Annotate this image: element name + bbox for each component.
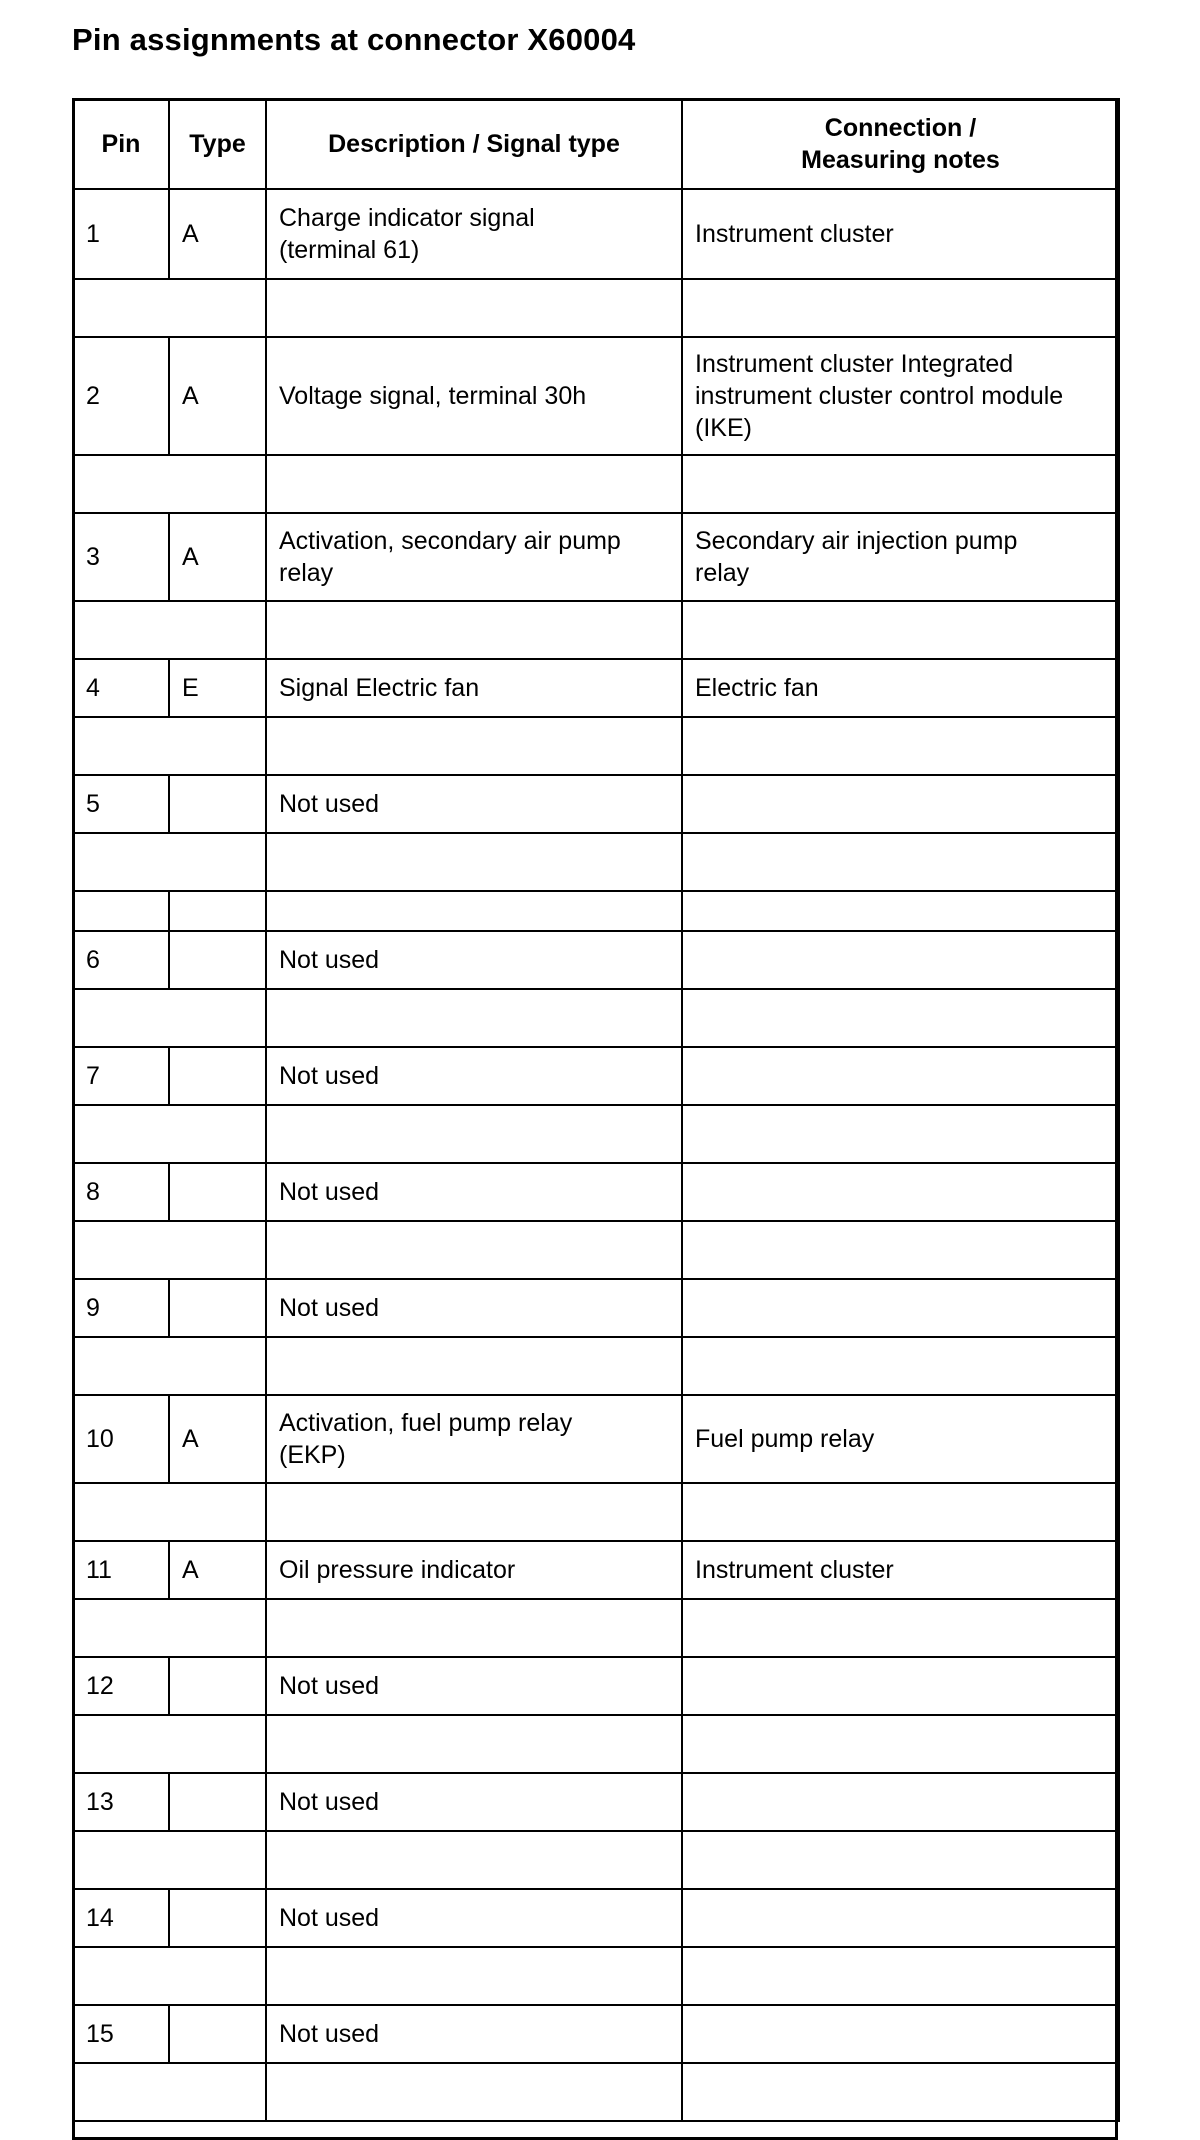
table-cell-type <box>168 1772 267 1832</box>
table-spacer-cell <box>72 1104 267 1164</box>
table-spacer-cell <box>265 454 683 514</box>
table-cell-connection <box>681 1772 1120 1832</box>
table-cell-connection: Instrument cluster <box>681 1540 1120 1600</box>
table-spacer-cell <box>265 832 683 892</box>
table-spacer-cell <box>681 716 1120 776</box>
table-spacer-cell <box>265 1482 683 1542</box>
table-cell-split <box>681 890 1120 932</box>
table-spacer-cell <box>72 2062 267 2122</box>
table-cell-connection <box>681 1046 1120 1106</box>
header-description: Description / Signal type <box>265 98 683 190</box>
table-spacer-cell <box>265 988 683 1048</box>
table-cell-pin: 2 <box>72 336 170 456</box>
table-cell-pin: 8 <box>72 1162 170 1222</box>
table-cell-pin: 14 <box>72 1888 170 1948</box>
table-cell-pin: 5 <box>72 774 170 834</box>
pin-assignment-table <box>72 98 1118 2050</box>
table-cell-description: Not used <box>265 930 683 990</box>
table-cell-pin: 11 <box>72 1540 170 1600</box>
table-spacer-cell <box>265 716 683 776</box>
table-cell-pin: 13 <box>72 1772 170 1832</box>
header-type: Type <box>168 98 267 190</box>
table-cell-connection: Fuel pump relay <box>681 1394 1120 1484</box>
table-cell-type <box>168 1888 267 1948</box>
table-cell-pin: 9 <box>72 1278 170 1338</box>
table-cell-connection <box>681 1656 1120 1716</box>
table-cell-connection <box>681 2004 1120 2064</box>
table-spacer-cell <box>72 716 267 776</box>
table-cell-connection <box>681 1278 1120 1338</box>
table-spacer-cell <box>681 1104 1120 1164</box>
table-cell-description: Not used <box>265 2004 683 2064</box>
table-cell-description: Not used <box>265 774 683 834</box>
table-cell-description: Charge indicator signal (terminal 61) <box>265 188 683 280</box>
table-cell-description: Signal Electric fan <box>265 658 683 718</box>
table-cell-pin: 4 <box>72 658 170 718</box>
table-cell-connection <box>681 1162 1120 1222</box>
table-cell-pin: 3 <box>72 512 170 602</box>
table-spacer-cell <box>681 454 1120 514</box>
table-spacer-cell <box>265 1336 683 1396</box>
table-spacer-cell <box>72 1598 267 1658</box>
table-cell-connection: Instrument cluster Integrated instrument cluster control module (IKE) <box>681 336 1120 456</box>
table-cell-type: A <box>168 512 267 602</box>
table-spacer-cell <box>72 454 267 514</box>
table-cell-description: Voltage signal, terminal 30h <box>265 336 683 456</box>
table-spacer-cell <box>681 1336 1120 1396</box>
table-cell-pin: 1 <box>72 188 170 280</box>
table-cell-type: A <box>168 188 267 280</box>
table-spacer-cell <box>72 1946 267 2006</box>
table-cell-description: Not used <box>265 1772 683 1832</box>
header-connection: Connection / Measuring notes <box>681 98 1120 190</box>
table-spacer-cell <box>681 1830 1120 1890</box>
table-spacer-cell <box>681 278 1120 338</box>
table-spacer-cell <box>265 1830 683 1890</box>
table-cell-connection: Instrument cluster <box>681 188 1120 280</box>
table-cell-split <box>265 890 683 932</box>
table-spacer-cell <box>72 832 267 892</box>
table-cell-description: Oil pressure indicator <box>265 1540 683 1600</box>
table-cell-type: A <box>168 1540 267 1600</box>
table-spacer-cell <box>265 1220 683 1280</box>
table-cell-description: Activation, secondary air pump relay <box>265 512 683 602</box>
table-cell-description: Not used <box>265 1046 683 1106</box>
table-spacer-cell <box>681 1598 1120 1658</box>
table-spacer-cell <box>681 1220 1120 1280</box>
table-spacer-cell <box>72 600 267 660</box>
table-spacer-cell <box>72 1336 267 1396</box>
table-spacer-cell <box>681 1482 1120 1542</box>
table-cell-type: E <box>168 658 267 718</box>
table-spacer-cell <box>681 600 1120 660</box>
table-cell-type <box>168 774 267 834</box>
table-spacer-cell <box>681 1946 1120 2006</box>
table-cell-type <box>168 2004 267 2064</box>
table-cell-pin: 6 <box>72 930 170 990</box>
table-cell-pin: 7 <box>72 1046 170 1106</box>
table-cell-connection <box>681 930 1120 990</box>
table-cell-description: Not used <box>265 1278 683 1338</box>
table-cell-connection <box>681 1888 1120 1948</box>
table-cell-split <box>168 890 267 932</box>
table-cell-type: A <box>168 336 267 456</box>
table-spacer-cell <box>265 1598 683 1658</box>
table-cell-type <box>168 1046 267 1106</box>
header-pin: Pin <box>72 98 170 190</box>
table-spacer-cell <box>265 1714 683 1774</box>
table-spacer-cell <box>265 600 683 660</box>
table-cell-connection <box>681 774 1120 834</box>
table-cell-description: Not used <box>265 1888 683 1948</box>
table-spacer-cell <box>265 1946 683 2006</box>
page-title: Pin assignments at connector X60004 <box>72 22 636 57</box>
table-spacer-cell <box>72 1482 267 1542</box>
table-spacer-cell <box>72 278 267 338</box>
table-spacer-cell <box>72 1830 267 1890</box>
table-cell-connection: Electric fan <box>681 658 1120 718</box>
table-cell-description: Not used <box>265 1162 683 1222</box>
table-cell-connection: Secondary air injection pump relay <box>681 512 1120 602</box>
table-spacer-cell <box>265 1104 683 1164</box>
table-cell-pin: 10 <box>72 1394 170 1484</box>
table-cell-type: A <box>168 1394 267 1484</box>
table-cell-pin: 15 <box>72 2004 170 2064</box>
table-spacer-cell <box>72 1220 267 1280</box>
table-cell-description: Activation, fuel pump relay (EKP) <box>265 1394 683 1484</box>
table-cell-type <box>168 1162 267 1222</box>
table-spacer-cell <box>265 278 683 338</box>
table-spacer-cell <box>72 988 267 1048</box>
table-cell-description: Not used <box>265 1656 683 1716</box>
table-spacer-cell <box>681 1714 1120 1774</box>
table-spacer-cell <box>681 832 1120 892</box>
table-cell-type <box>168 1656 267 1716</box>
table-cell-type <box>168 1278 267 1338</box>
table-cell-pin: 12 <box>72 1656 170 1716</box>
table-spacer-cell <box>265 2062 683 2122</box>
table-cell-type <box>168 930 267 990</box>
table-cell-split <box>72 890 170 932</box>
table-spacer-cell <box>681 2062 1120 2122</box>
table-spacer-cell <box>72 1714 267 1774</box>
table-spacer-cell <box>681 988 1120 1048</box>
